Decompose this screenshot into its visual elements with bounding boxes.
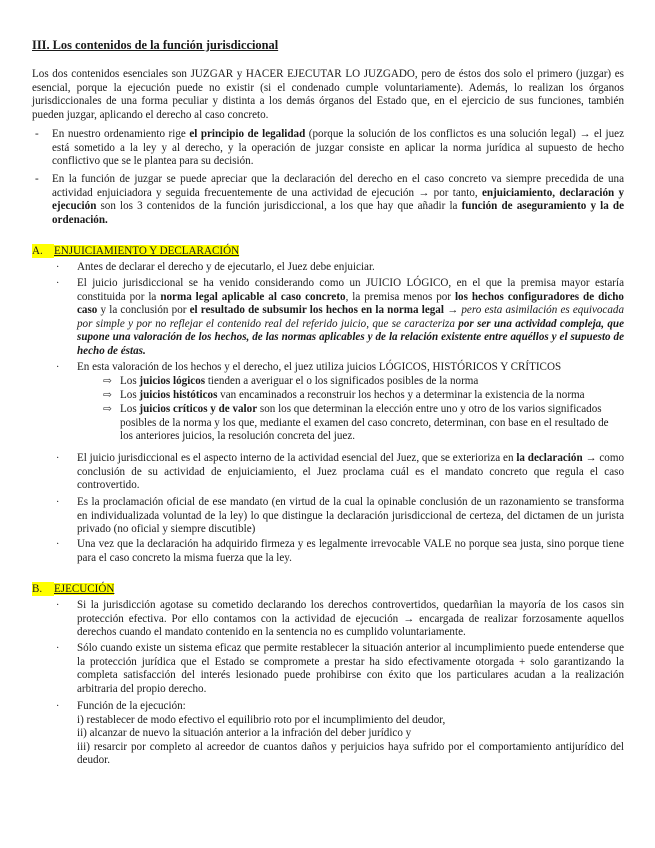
dash-bold: enjuiciamiento, declaración y ejecución — [52, 186, 624, 213]
dash-text: En nuestro ordenamiento rige — [52, 128, 190, 140]
bullet-icon: · — [56, 278, 60, 289]
sub-text: Los — [120, 375, 140, 387]
sub-item-juicios-criticos — [103, 403, 624, 444]
arrow-right-icon: ⇨ — [103, 404, 112, 415]
arrow-right-icon: ⇨ — [103, 376, 112, 387]
section-a-heading — [32, 244, 239, 258]
b-item-proteccion — [56, 599, 624, 640]
bullet-icon: · — [56, 701, 60, 712]
item-text: Sólo cuando existe un sistema eficaz que permite restablecer la situación anterior al incumplimiento puede entenderse que la protección jurídica que el Estado se compromete a prestar ha sido efectivamente otorgada + solo garantizando la completa satisfacción del interés lesionado puede prohibirse con éxito que los particulares acudan a la realización arbitraria del propio derecho. — [77, 642, 624, 695]
item-text: Es la proclamación oficial de ese mandato (en virtud de la cual la opinable conclusión de un razonamiento se transforma en individualizada voluntad de la ley) lo que distingue la declaración jurisdiccional de certeza, del dictamen de un jurista privado (no oficial y siempre discutible) — [77, 496, 624, 536]
function-line: ii) alcanzar de nuevo la situación anterior a la infración del deber jurídico y — [77, 727, 412, 740]
item-text: En esta valoración de los hechos y el derecho, el juez utiliza juicios LÓGICOS, HISTÓRICOS Y CRÍTICOS — [77, 361, 562, 373]
item-italic: pero esta asimilación es equivocada por simple y por no reflejar el contenido real del referido juicio, que se caracteriza — [77, 304, 624, 330]
item-text: y la conclusión por — [97, 304, 190, 317]
a-item-enjuiciar — [56, 261, 624, 275]
bullet-icon: · — [56, 600, 60, 611]
dash-marker: - — [35, 173, 39, 185]
dash-item-legality — [35, 128, 624, 169]
item-text: El juicio jurisdiccional se ha venido considerando como un JUICIO LÓGICO, en el que la premisa mayor estaría constituida por la — [77, 277, 624, 303]
sub-text: tienden a averiguar el o los significados posibles de la norma — [205, 375, 479, 387]
sub-text: Los — [120, 389, 140, 401]
dash-bold: el principio de legalidad — [189, 128, 306, 140]
item-text: Una vez que la declaración ha adquirido firmeza y es legalmente irrevocable VALE no porque sea justa, sino porque tiene para el caso concreto la misma fuerza que la ley. — [77, 538, 624, 564]
sub-item-juicios-logicos — [103, 375, 624, 389]
section-a-letter: A. — [32, 244, 54, 258]
sub-text: son los que determinan la elección entre uno y otro de los varios significados posibles de la norma y los que, mediante el examen del caso concreto, determinan, con base en el resultado de los anteriores juicios, la resolución concreta del juez. — [120, 403, 609, 443]
dash-text: son los 3 contenidos de la función jurisdiccional, a los que hay que añadir la — [96, 200, 462, 213]
sub-text: Los — [120, 403, 140, 415]
section-title: III. Los contenidos de la función jurisdiccional — [32, 38, 279, 52]
item-text: , la premisa menos por — [345, 290, 455, 303]
b-item-sistema-eficaz — [56, 642, 624, 696]
item-text: El juicio jurisdiccional es el aspecto interno de la actividad esencial del Juez, que se exterioriza en — [77, 452, 517, 464]
a-item-firmeza — [56, 538, 624, 565]
item-bold-italic: por ser una actividad compleja, que supone una valoración de los hechos, de las normas aplicables y de la relación existente entre aquéllos y el supuesto de hecho de éstas. — [77, 317, 625, 357]
dash-bold: función de aseguramiento y la de ordenación. — [52, 200, 625, 226]
b-item-funcion — [56, 700, 624, 768]
a-item-declaracion — [56, 452, 624, 493]
item-bold: la declaración → — [516, 452, 597, 464]
intro-paragraph: Los dos contenidos esenciales son JUZGAR y HACER EJECUTAR LO JUZGADO, pero de éstos dos solo el primero (juzgar) es esencial, porque la ejecución puede no existir (si el condenado cumple voluntariamente). Además, lo realizan los órganos jurisdiccionales de una forma peculiar y distinta a los demás órganos del Estado que, en el ejercicio de sus funciones, también pueden juzgar, aplicando el derecho al caso concreto. — [32, 68, 624, 121]
item-text: Antes de declarar el derecho y de ejecutarlo, el Juez debe enjuiciar. — [77, 261, 375, 273]
function-line: i) restablecer de modo efectivo el equilibrio roto por el incumplimiento del deudor, — [77, 713, 446, 726]
item-text: Función de la ejecución: — [77, 700, 186, 712]
sub-item-juicios-historicos — [103, 389, 624, 403]
item-bold: los hechos configuradores de dicho caso — [77, 290, 624, 317]
item-bold: el resultado de subsumir los hechos en la norma legal → — [189, 304, 459, 317]
item-text: Si la jurisdicción agotase su cometido declarando los derechos controvertidos, quedarñian la mayoría de los casos sin protección efectiva. Por ello contamos con la actividad de ejecución → encargada de realizar forzosamente aquellos derechos cuando el mandato contenido en la sentencia no es cumplido voluntariamente. — [77, 599, 624, 639]
section-b-heading — [32, 582, 114, 596]
bullet-icon: · — [56, 643, 60, 654]
sub-text: van encaminados a reconstruir los hechos y a determinar la existencia de la norma — [217, 389, 585, 401]
section-b-letter: B. — [32, 582, 54, 596]
a-item-proclamacion — [56, 496, 624, 537]
function-line: iii) resarcir por completo al acreedor de cuantos daños y perjuicios haya sufrido por el comportamiento antijurídico del deudor. — [77, 740, 624, 767]
bullet-icon: · — [56, 453, 60, 464]
dash-marker: - — [35, 128, 39, 140]
bullet-icon: · — [56, 497, 60, 508]
item-text: como conclusión de su actividad de enjuiciamiento, el Juez proclama cuál es el mandato concreto que regula el caso controvertido. — [77, 452, 624, 492]
arrow-right-icon: ⇨ — [103, 390, 112, 401]
dash-text: En la función de juzgar se puede apreciar que la declaración del derecho en el caso concreto va siempre precedida de una actividad enjuiciadora y seguida frecuentemente de una actividad de ejecución → por tanto, — [52, 173, 624, 199]
section-b-title: EJECUCIÓN — [54, 583, 115, 595]
bullet-icon: · — [56, 362, 60, 373]
bullet-icon: · — [56, 262, 60, 273]
section-a-title: ENJUICIAMIENTO Y DECLARACIÓN — [54, 245, 240, 257]
dash-text: (porque la solución de los conflictos es una solución legal) → el juez está sometido a la ley y al derecho, y la operación de juzgar consiste en aplicar la norma jurídica al supuesto de hecho conflictivo que se le plantea para su decisión. — [52, 128, 624, 168]
sub-bold: juicios históticos — [139, 389, 218, 401]
a-item-juicio-logico — [56, 277, 625, 359]
dash-item-contents — [35, 173, 625, 227]
bullet-icon: · — [56, 539, 60, 550]
item-bold: norma legal aplicable al caso concreto — [160, 290, 346, 303]
sub-bold: juicios lógicos — [139, 375, 206, 387]
a-item-valoracion — [56, 361, 624, 375]
sub-bold: juicios críticos y de valor — [139, 403, 258, 415]
